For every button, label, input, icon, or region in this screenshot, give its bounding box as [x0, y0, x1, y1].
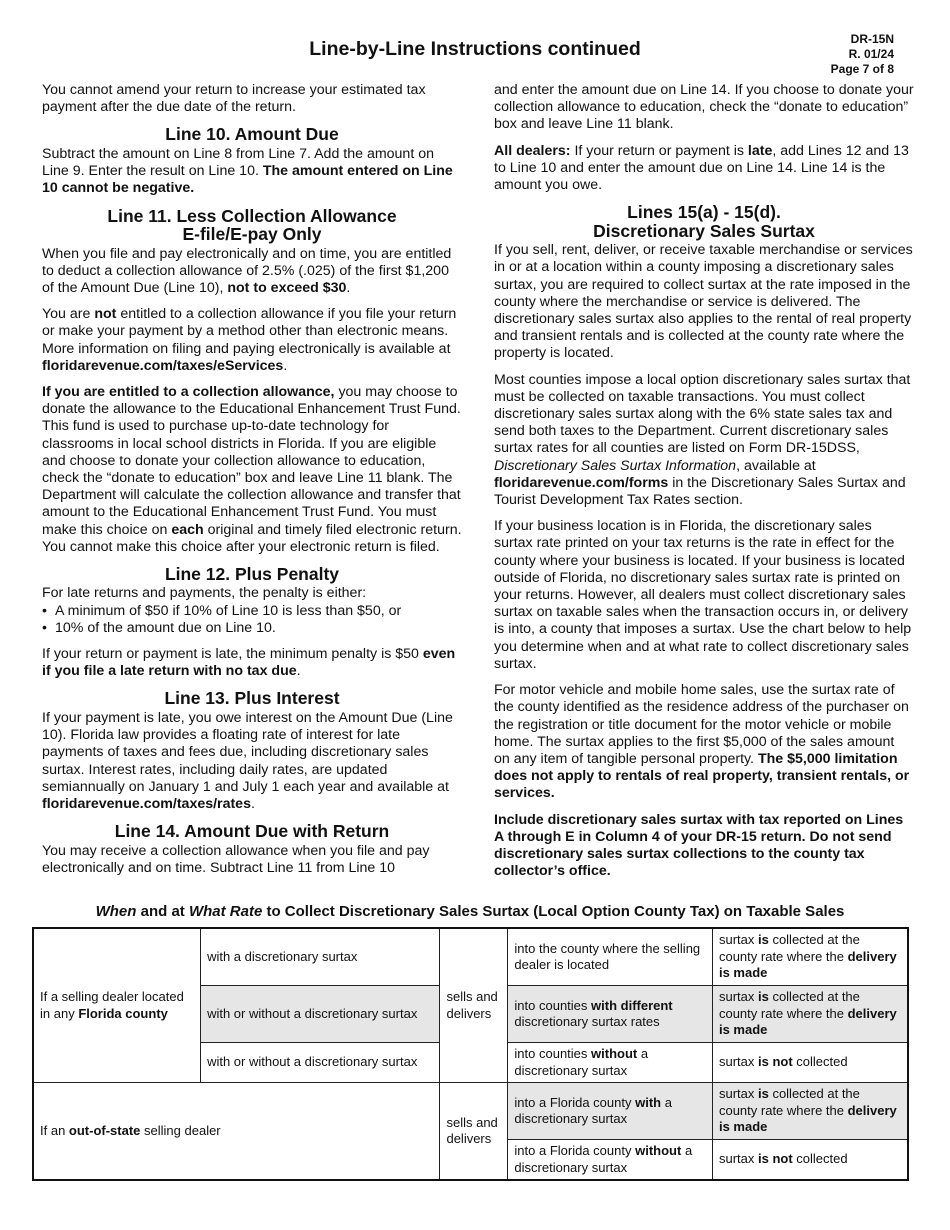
line14-paragraph: You may receive a collection allowance when you file and pay electronically and on time. Subtract Line 11 from Line 10 [42, 842, 430, 876]
florida-dealer-cell: If a selling dealer located in any Florida county [33, 928, 201, 1083]
table-cell: surtax is collected at the county rate where the delivery is made [712, 986, 908, 1043]
table-cell: with or without a discretionary surtax [201, 1043, 440, 1083]
line12-intro: For late returns and payments, the penalty is either: [42, 585, 367, 602]
line14-heading: Line 14. Amount Due with Return [114, 821, 390, 842]
form-identifier [831, 32, 894, 77]
line13-heading: Line 13. Plus Interest [164, 688, 340, 709]
line14-continued: and enter the amount due on Line 14. If you choose to donate your collection allowance to education, check the “donate to education” box and leave Line 11 blank. [494, 82, 914, 133]
page-title: Line-by-Line Instructions continued [309, 38, 641, 60]
line15-paragraph-1: If you sell, rent, deliver, or receive taxable merchandise or services in or at a location within a county imposing a discretionary sales surtax, you are required to collect surtax at the rate imposed in the county where the merchandise or service is delivered. The discretionary sales surtax also applies to the rental of real property and transient rentals and is collected at the county rate where the property is located. [494, 242, 913, 362]
table-cell: into a Florida county with a discretionary surtax [508, 1083, 713, 1140]
line15-heading: Lines 15(a) - 15(d). Discretionary Sales Surtax [593, 202, 815, 241]
table-cell: surtax is not collected [712, 1140, 908, 1181]
table-cell: surtax is not collected [712, 1043, 908, 1083]
line11-paragraph-1: When you file and pay electronically and on time, you are entitled to deduct a collection allowance of 2.5% (.025) of the first $1,200 of the Amount Due (Line 10), not to exceed $30. [42, 245, 452, 296]
line15-paragraph-5: Include discretionary sales surtax with tax reported on Lines A through E in Column 4 of your DR-15 return. Do not send discretionary sales surtax collections to the county tax collector’s office. [494, 811, 904, 880]
chart-title: When and at What Rate to Collect Discretionary Sales Surtax (Local Option County Tax) on Taxable Sales [95, 903, 845, 920]
right-column [494, 82, 914, 889]
list-item: • 10% of the amount due on Line 10. [42, 620, 462, 637]
left-column [42, 82, 462, 886]
table-row [33, 1083, 908, 1140]
line15-paragraph-2: Most counties impose a local option discretionary sales surtax that must be collected on taxable transactions. You must collect discretionary sales surtax along with the 6% state sales tax and send both taxes to the Department. Current discretionary sales surtax rates for all counties are listed on Form DR-15DSS, Discretionary Sales Surtax Information, available at floridarevenue.com/forms in the Discretionary Sales Surtax and Tourist Development Tax Rates section. [494, 371, 911, 509]
intro-paragraph: You cannot amend your return to increase your estimated tax payment after the due date of the return. [42, 82, 426, 116]
rates-link[interactable]: floridarevenue.com/taxes/rates [42, 796, 251, 812]
eservices-link[interactable]: floridarevenue.com/taxes/eServices [42, 357, 284, 374]
surtax-chart-table [32, 927, 909, 1181]
line12-paragraph: If your return or payment is late, the minimum penalty is $50 even if you file a late return with no tax due. [42, 646, 456, 680]
line11-heading: Line 11. Less Collection Allowance E-file/E-pay Only [107, 205, 397, 245]
table-cell: with or without a discretionary surtax [201, 986, 440, 1043]
table-cell: with a discretionary surtax [201, 928, 440, 986]
line10-paragraph: Subtract the amount on Line 8 from Line 7. Add the amount on Line 9. Enter the result on Line 10. The amount entered on Line 10 cannot be negative. [42, 145, 453, 197]
line11-paragraph-3: If you are entitled to a collection allowance, you may choose to donate the allowance to the Educational Enhancement Trust Fund. This fund is used to purchase up-to-date technology for classrooms in local school districts in Florida. If you are eligible and choose to donate your collection allowance to education, check the “donate to education” box and leave Line 11 blank. The Department will calculate the collection allowance and transfer that amount to the Educational Enhancement Trust Fund. You must make this choice on each original and timely filed electronic return. You cannot make this choice after your electronic return is filed. [42, 383, 462, 555]
line15-paragraph-4: For motor vehicle and mobile home sales, use the surtax rate of the county identified as the residence address of the purchaser on the registration or title document for the motor vehicle or mobile home. The surtax applies to the first $5,000 of the sales amount on any item of tangible personal property. The $5,000 limitation does not apply to rentals of real property, transient rentals, or services. [494, 682, 910, 802]
page-number: Page 7 of 8 [830, 62, 894, 76]
table-cell: sells and delivers [440, 1083, 508, 1181]
penalty-list [42, 603, 462, 637]
table-cell: surtax is collected at the county rate where the delivery is made [712, 928, 908, 986]
table-cell: into counties without a discretionary surtax [508, 1043, 713, 1083]
table-cell: into counties with different discretionary surtax rates [508, 986, 713, 1043]
table-cell: surtax is collected at the county rate where the delivery is made [712, 1083, 908, 1140]
table-row [33, 928, 908, 986]
all-dealers-paragraph: All dealers: If your return or payment is late, add Lines 12 and 13 to Line 10 and enter the amount due on Line 14. Line 14 is the amount you owe. [494, 142, 909, 194]
out-of-state-dealer-cell: If an out-of-state selling dealer [33, 1083, 440, 1181]
table-cell: into a Florida county without a discretionary surtax [508, 1140, 713, 1181]
form-revision: R. 01/24 [848, 47, 894, 61]
line12-heading: Line 12. Plus Penalty [164, 563, 340, 584]
line11-paragraph-2: You are not entitled to a collection allowance if you file your return or make your payment by a method other than electronic means. More information on filing and paying electronically is available at floridarevenue.com/taxes/eServices. [42, 306, 457, 374]
forms-link[interactable]: floridarevenue.com/forms [494, 474, 669, 491]
list-item: • A minimum of $50 if 10% of Line 10 is less than $50, or [42, 603, 462, 620]
line13-paragraph: If your payment is late, you owe interest on the Amount Due (Line 10). Florida law provides a floating rate of interest for late payments of taxes and fees due, including discretionary sales surtax. Interest rates, including daily rates, are updated semiannually on January 1 and July 1 each year and available at floridarevenue.com/taxes/rates. [42, 709, 453, 812]
line15-paragraph-3: If your business location is in Florida, the discretionary sales surtax rate printed on your tax returns is the rate in effect for the county where your business is located. If your business is located outside of Florida, no discretionary sales surtax rate is printed on your returns. However, all dealers must collect discretionary sales surtax on taxable sales when the transaction occurs in, or delivery is into, a county that imposes a surtax. Use the chart below to help you determine when and at what rate to collect discretionary sales surtax. [494, 518, 912, 672]
line10-heading: Line 10. Amount Due [165, 124, 339, 145]
form-number: DR-15N [850, 32, 894, 46]
table-cell: into the county where the selling dealer is located [508, 928, 713, 986]
table-cell: sells and delivers [440, 928, 508, 1083]
